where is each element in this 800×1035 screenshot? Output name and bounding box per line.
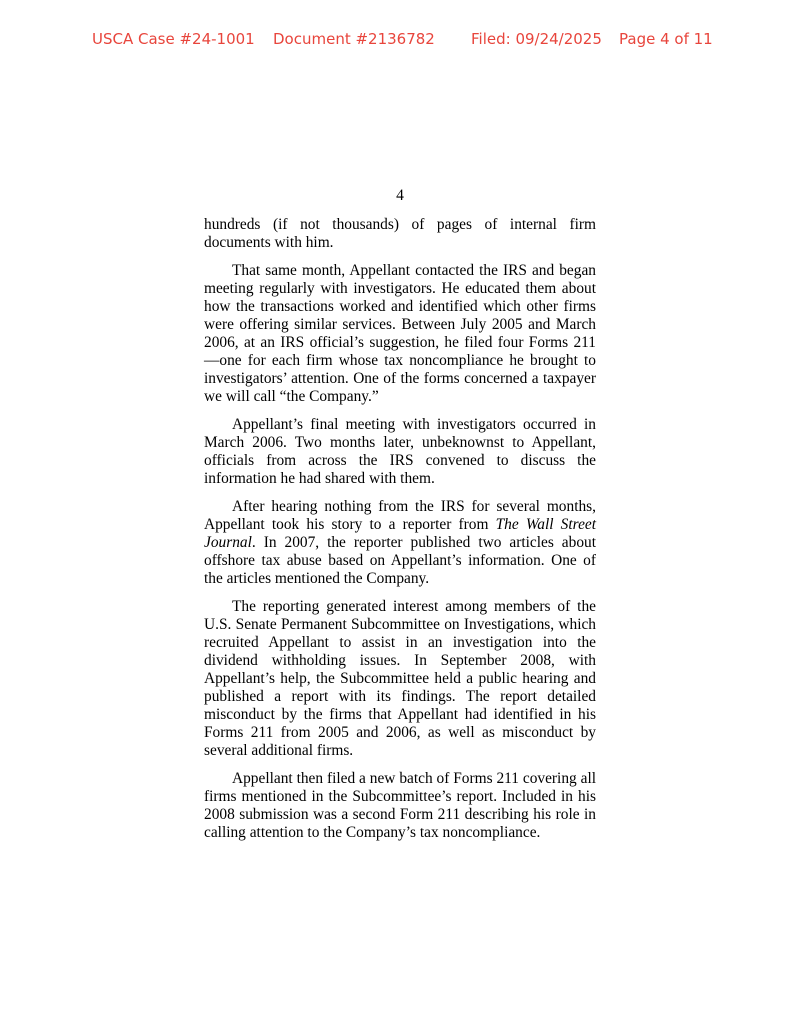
- opinion-body: [204, 216, 596, 852]
- paragraph-text: After hearing nothing from the IRS for several months, Appellant took his story to a reporter from: [204, 498, 596, 533]
- paragraph: [204, 498, 596, 588]
- case-number: USCA Case #24-1001: [92, 30, 255, 48]
- paragraph-text: . In 2007, the reporter published two articles about offshore tax abuse based on Appellant’s information. One of the articles mentioned the Company.: [204, 534, 596, 587]
- filed-date: Filed: 09/24/2025: [471, 30, 602, 48]
- page-number: 4: [396, 187, 404, 204]
- paragraph: Appellant’s final meeting with investigators occurred in March 2006. Two months later, unbeknownst to Appellant, officials from across the IRS convened to discuss the information he had shared with them.: [204, 416, 596, 487]
- publication-title: The Wall Street Journal: [204, 516, 597, 551]
- paragraph: Appellant then filed a new batch of Forms 211 covering all firms mentioned in the Subcommittee’s report. Included in his 2008 submission was a second Form 211 describing his role in calling attention to the Company’s tax noncompliance.: [204, 770, 596, 841]
- filing-header: [0, 30, 800, 52]
- paragraph-continued: hundreds (if not thousands) of pages of internal firm documents with him.: [204, 216, 596, 251]
- page-count: Page 4 of 11: [619, 30, 713, 48]
- paragraph: That same month, Appellant contacted the IRS and began meeting regularly with investigators. He educated them about how the transactions worked and identified which other firms were offering similar services. Between July 2005 and March 2006, at an IRS official’s suggestion, he filed four Forms 211—one for each firm whose tax noncompliance he brought to investigators’ attention. One of the forms concerned a taxpayer we will call “the Company.”: [204, 262, 596, 405]
- document-number: Document #2136782: [273, 30, 435, 48]
- paragraph: The reporting generated interest among members of the U.S. Senate Permanent Subcommittee on Investigations, which recruited Appellant to assist in an investigation into the dividend withholding issues. In September 2008, with Appellant’s help, the Subcommittee held a public hearing and published a report with its findings. The report detailed misconduct by the firms that Appellant had identified in his Forms 211 from 2005 and 2006, as well as misconduct by several additional firms.: [204, 598, 596, 759]
